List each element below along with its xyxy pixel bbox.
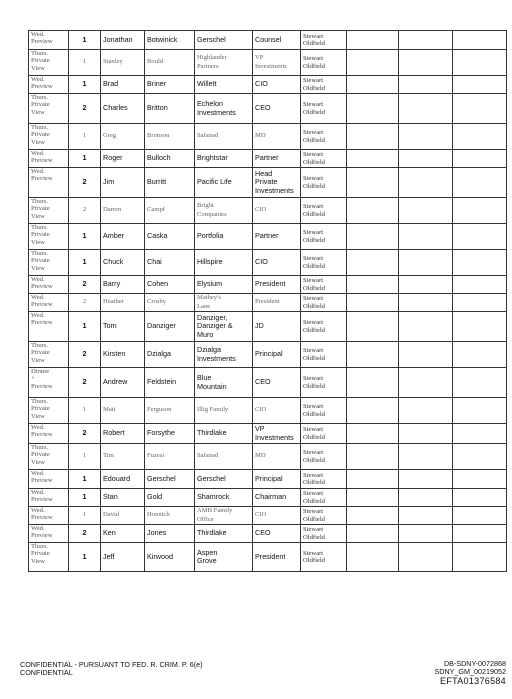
event-cell: Wed. Preview xyxy=(29,276,69,294)
last-name-cell: Dzialga xyxy=(145,342,195,368)
first-name-cell: Kirsten xyxy=(101,342,145,368)
event-cell: Thurs. Private View xyxy=(29,50,69,76)
job-title-cell: Partner xyxy=(253,224,301,250)
last-name-cell: Briner xyxy=(145,76,195,94)
staff-cell: Stewart Oldfield xyxy=(301,94,347,124)
empty-cell xyxy=(453,424,507,444)
table-row xyxy=(29,507,507,525)
empty-cell xyxy=(399,342,453,368)
first-name-cell: Ken xyxy=(101,525,145,543)
event-cell: Wed. Preview xyxy=(29,525,69,543)
job-title-cell: Principal xyxy=(253,470,301,489)
last-name-cell: Bould xyxy=(145,50,195,76)
table-row xyxy=(29,294,507,312)
staff-cell: Stewart Oldfield xyxy=(301,312,347,342)
guest-count-cell: 1 xyxy=(69,470,101,489)
empty-cell xyxy=(399,224,453,250)
last-name-cell: Botwinick xyxy=(145,31,195,50)
job-title-cell: JD xyxy=(253,312,301,342)
last-name-cell: Fuzesi xyxy=(145,444,195,470)
last-name-cell: Ferguson xyxy=(145,398,195,424)
table-row xyxy=(29,124,507,150)
table-row xyxy=(29,50,507,76)
empty-cell xyxy=(347,150,399,168)
company-cell: Safanad xyxy=(195,124,253,150)
empty-cell xyxy=(399,424,453,444)
staff-cell: Stewart Oldfield xyxy=(301,276,347,294)
job-title-cell: Principal xyxy=(253,342,301,368)
table-row xyxy=(29,525,507,543)
guest-count-cell: 1 xyxy=(69,398,101,424)
job-title-cell: Partner xyxy=(253,150,301,168)
staff-cell: Stewart Oldfield xyxy=(301,76,347,94)
job-title-cell: VP Investments xyxy=(253,424,301,444)
empty-cell xyxy=(347,276,399,294)
table-row xyxy=(29,31,507,50)
staff-cell: Stewart Oldfield xyxy=(301,507,347,525)
empty-cell xyxy=(399,489,453,507)
job-title-cell: VP Investments xyxy=(253,50,301,76)
table-row xyxy=(29,543,507,572)
empty-cell xyxy=(347,250,399,276)
staff-cell: Stewart Oldfield xyxy=(301,150,347,168)
empty-cell xyxy=(453,198,507,224)
empty-cell xyxy=(399,312,453,342)
company-cell: Echelon Investments xyxy=(195,94,253,124)
staff-cell: Stewart Oldfield xyxy=(301,342,347,368)
empty-cell xyxy=(399,276,453,294)
guest-count-cell: 2 xyxy=(69,525,101,543)
guest-list-table xyxy=(28,30,507,572)
staff-cell: Stewart Oldfield xyxy=(301,31,347,50)
first-name-cell: Tom xyxy=(101,312,145,342)
guest-count-cell: 1 xyxy=(69,150,101,168)
first-name-cell: Matt xyxy=(101,398,145,424)
event-cell: Wed. Preview xyxy=(29,294,69,312)
empty-cell xyxy=(347,507,399,525)
table-row xyxy=(29,224,507,250)
empty-cell xyxy=(399,470,453,489)
last-name-cell: Honnich xyxy=(145,507,195,525)
empty-cell xyxy=(399,250,453,276)
last-name-cell: Caska xyxy=(145,224,195,250)
last-name-cell: Gold xyxy=(145,489,195,507)
staff-cell: Stewart Oldfield xyxy=(301,168,347,198)
event-cell: Thurs. Private View xyxy=(29,342,69,368)
empty-cell xyxy=(453,94,507,124)
staff-cell: Stewart Oldfield xyxy=(301,489,347,507)
table-row xyxy=(29,150,507,168)
empty-cell xyxy=(399,94,453,124)
bates-efta: EFTA01376584 xyxy=(440,675,506,686)
guest-count-cell: 1 xyxy=(69,312,101,342)
table-row xyxy=(29,168,507,198)
guest-count-cell: 2 xyxy=(69,342,101,368)
table-row xyxy=(29,76,507,94)
event-cell: Wed. Preview xyxy=(29,470,69,489)
empty-cell xyxy=(399,294,453,312)
empty-cell xyxy=(347,50,399,76)
guest-count-cell: 1 xyxy=(69,507,101,525)
company-cell: Aspen Grove xyxy=(195,543,253,572)
empty-cell xyxy=(453,168,507,198)
job-title-cell: Counsel xyxy=(253,31,301,50)
event-cell: Wed. Preview xyxy=(29,76,69,94)
job-title-cell: MD xyxy=(253,444,301,470)
empty-cell xyxy=(399,398,453,424)
empty-cell xyxy=(347,198,399,224)
empty-cell xyxy=(347,368,399,398)
company-cell: Elysium xyxy=(195,276,253,294)
empty-cell xyxy=(453,294,507,312)
empty-cell xyxy=(453,224,507,250)
empty-cell xyxy=(347,342,399,368)
empty-cell xyxy=(453,507,507,525)
table-row xyxy=(29,276,507,294)
last-name-cell: Jones xyxy=(145,525,195,543)
table-row xyxy=(29,489,507,507)
first-name-cell: Andrew xyxy=(101,368,145,398)
first-name-cell: Chuck xyxy=(101,250,145,276)
table-row xyxy=(29,312,507,342)
job-title-cell: CIO xyxy=(253,398,301,424)
job-title-cell: CIO xyxy=(253,250,301,276)
first-name-cell: Roger xyxy=(101,150,145,168)
empty-cell xyxy=(347,76,399,94)
job-title-cell: President xyxy=(253,276,301,294)
table-row xyxy=(29,470,507,489)
first-name-cell: Heather xyxy=(101,294,145,312)
event-cell: Thurs. Private View xyxy=(29,198,69,224)
empty-cell xyxy=(453,276,507,294)
job-title-cell: CIO xyxy=(253,507,301,525)
event-cell: Wed. Preview xyxy=(29,424,69,444)
event-cell: Wed. Preview xyxy=(29,168,69,198)
empty-cell xyxy=(453,150,507,168)
empty-cell xyxy=(399,525,453,543)
first-name-cell: Amber xyxy=(101,224,145,250)
bates-db-sdny: DB-SDNY-0072868 xyxy=(443,659,506,668)
first-name-cell: Tim xyxy=(101,444,145,470)
empty-cell xyxy=(399,150,453,168)
job-title-cell: CEO xyxy=(253,368,301,398)
last-name-cell: Burritt xyxy=(145,168,195,198)
event-cell: Wed. Preview xyxy=(29,507,69,525)
job-title-cell: MD xyxy=(253,124,301,150)
job-title-cell: CIO xyxy=(253,76,301,94)
company-cell: Dzialga Investments xyxy=(195,342,253,368)
company-cell: Illig Family xyxy=(195,398,253,424)
bates-sdny-gm: SDNY_GM_00219052 xyxy=(434,667,506,677)
guest-count-cell: 1 xyxy=(69,76,101,94)
company-cell: Pacific Life xyxy=(195,168,253,198)
first-name-cell: David xyxy=(101,507,145,525)
empty-cell xyxy=(347,224,399,250)
empty-cell xyxy=(347,124,399,150)
empty-cell xyxy=(399,507,453,525)
empty-cell xyxy=(399,168,453,198)
company-cell: AMB Family Office xyxy=(195,507,253,525)
staff-cell: Stewart Oldfield xyxy=(301,398,347,424)
guest-count-cell: 1 xyxy=(69,250,101,276)
empty-cell xyxy=(453,342,507,368)
last-name-cell: Chai xyxy=(145,250,195,276)
table-row xyxy=(29,198,507,224)
empty-cell xyxy=(347,398,399,424)
staff-cell: Stewart Oldfield xyxy=(301,543,347,572)
first-name-cell: Edouard xyxy=(101,470,145,489)
empty-cell xyxy=(453,76,507,94)
empty-cell xyxy=(347,31,399,50)
empty-cell xyxy=(347,168,399,198)
empty-cell xyxy=(347,94,399,124)
first-name-cell: Greg xyxy=(101,124,145,150)
event-cell: Thurs. Private View xyxy=(29,94,69,124)
guest-count-cell: 2 xyxy=(69,168,101,198)
empty-cell xyxy=(347,424,399,444)
last-name-cell: Gerschel xyxy=(145,470,195,489)
staff-cell: Stewart Oldfield xyxy=(301,224,347,250)
empty-cell xyxy=(347,444,399,470)
company-cell: Brightstar xyxy=(195,150,253,168)
table-row xyxy=(29,94,507,124)
event-cell: Thurs. Private View xyxy=(29,224,69,250)
staff-cell: Stewart Oldfield xyxy=(301,124,347,150)
event-cell: Thurs. Private View xyxy=(29,250,69,276)
first-name-cell: Brad xyxy=(101,76,145,94)
table-row xyxy=(29,424,507,444)
table-row xyxy=(29,250,507,276)
empty-cell xyxy=(453,368,507,398)
last-name-cell: Forsythe xyxy=(145,424,195,444)
empty-cell xyxy=(347,489,399,507)
empty-cell xyxy=(453,124,507,150)
guest-count-cell: 1 xyxy=(69,124,101,150)
job-title-cell: CIO xyxy=(253,198,301,224)
company-cell: Gerschel xyxy=(195,31,253,50)
footer-bates xyxy=(434,660,506,685)
last-name-cell: Feldstein xyxy=(145,368,195,398)
empty-cell xyxy=(453,312,507,342)
guest-count-cell: 2 xyxy=(69,368,101,398)
first-name-cell: Stan xyxy=(101,489,145,507)
empty-cell xyxy=(453,250,507,276)
empty-cell xyxy=(399,124,453,150)
last-name-cell: Campf xyxy=(145,198,195,224)
first-name-cell: Jeff xyxy=(101,543,145,572)
empty-cell xyxy=(399,543,453,572)
event-cell: Dinner + Preview xyxy=(29,368,69,398)
event-cell: Wed. Preview xyxy=(29,489,69,507)
last-name-cell: Crosby xyxy=(145,294,195,312)
job-title-cell: President xyxy=(253,543,301,572)
job-title-cell: Chairman xyxy=(253,489,301,507)
event-cell: Wed. Preview xyxy=(29,31,69,50)
staff-cell: Stewart Oldfield xyxy=(301,424,347,444)
staff-cell: Stewart Oldfield xyxy=(301,198,347,224)
company-cell: Thirdlake xyxy=(195,525,253,543)
first-name-cell: Charles xyxy=(101,94,145,124)
guest-count-cell: 2 xyxy=(69,276,101,294)
guest-count-cell: 1 xyxy=(69,31,101,50)
empty-cell xyxy=(453,31,507,50)
empty-cell xyxy=(453,398,507,424)
empty-cell xyxy=(347,294,399,312)
company-cell: Shamrock xyxy=(195,489,253,507)
job-title-cell: Head Private Investments xyxy=(253,168,301,198)
last-name-cell: Bulloch xyxy=(145,150,195,168)
company-cell: Safanad xyxy=(195,444,253,470)
company-cell: Highlander Partners xyxy=(195,50,253,76)
last-name-cell: Kirwood xyxy=(145,543,195,572)
empty-cell xyxy=(347,312,399,342)
guest-count-cell: 2 xyxy=(69,198,101,224)
guest-count-cell: 2 xyxy=(69,94,101,124)
guest-count-cell: 1 xyxy=(69,543,101,572)
event-cell: Wed. Preview xyxy=(29,312,69,342)
empty-cell xyxy=(399,444,453,470)
empty-cell xyxy=(399,50,453,76)
job-title-cell: CEO xyxy=(253,94,301,124)
staff-cell: Stewart Oldfield xyxy=(301,50,347,76)
company-cell: Danziger, Danziger & Muro xyxy=(195,312,253,342)
empty-cell xyxy=(453,444,507,470)
empty-cell xyxy=(399,31,453,50)
guest-count-cell: 2 xyxy=(69,424,101,444)
empty-cell xyxy=(453,470,507,489)
empty-cell xyxy=(453,50,507,76)
first-name-cell: Stanley xyxy=(101,50,145,76)
last-name-cell: Danziger xyxy=(145,312,195,342)
empty-cell xyxy=(453,489,507,507)
footer-confidential xyxy=(20,661,203,678)
guest-count-cell: 1 xyxy=(69,444,101,470)
event-cell: Wed. Preview xyxy=(29,150,69,168)
empty-cell xyxy=(453,543,507,572)
table-row xyxy=(29,342,507,368)
staff-cell: Stewart Oldfield xyxy=(301,525,347,543)
footer-confidential-line2: CONFIDENTIAL xyxy=(20,668,73,678)
staff-cell: Stewart Oldfield xyxy=(301,470,347,489)
first-name-cell: Jim xyxy=(101,168,145,198)
first-name-cell: Robert xyxy=(101,424,145,444)
table-row xyxy=(29,398,507,424)
job-title-cell: CEO xyxy=(253,525,301,543)
company-cell: Thirdlake xyxy=(195,424,253,444)
company-cell: Willett xyxy=(195,76,253,94)
staff-cell: Stewart Oldfield xyxy=(301,444,347,470)
guest-count-cell: 1 xyxy=(69,224,101,250)
table-row xyxy=(29,368,507,398)
guest-count-cell: 1 xyxy=(69,489,101,507)
last-name-cell: Bronson xyxy=(145,124,195,150)
event-cell: Thurs. Private View xyxy=(29,124,69,150)
table-row xyxy=(29,444,507,470)
first-name-cell: Darren xyxy=(101,198,145,224)
last-name-cell: Britton xyxy=(145,94,195,124)
company-cell: Portfolia xyxy=(195,224,253,250)
empty-cell xyxy=(399,76,453,94)
empty-cell xyxy=(347,470,399,489)
empty-cell xyxy=(453,525,507,543)
guest-count-cell: 1 xyxy=(69,50,101,76)
company-cell: Mathey's Lane xyxy=(195,294,253,312)
first-name-cell: Jonathan xyxy=(101,31,145,50)
company-cell: Hillspire xyxy=(195,250,253,276)
empty-cell xyxy=(347,525,399,543)
job-title-cell: President xyxy=(253,294,301,312)
empty-cell xyxy=(347,543,399,572)
guest-count-cell: 2 xyxy=(69,294,101,312)
event-cell: Thurs. Private View xyxy=(29,543,69,572)
staff-cell: Stewart Oldfield xyxy=(301,250,347,276)
company-cell: Bright Companies xyxy=(195,198,253,224)
event-cell: Thurs. Private View xyxy=(29,398,69,424)
company-cell: Gerschel xyxy=(195,470,253,489)
event-cell: Thurs. Private View xyxy=(29,444,69,470)
empty-cell xyxy=(399,198,453,224)
last-name-cell: Cohen xyxy=(145,276,195,294)
footer-confidential-line1: CONFIDENTIAL - PURSUANT TO FED. R. CRIM. P. 6(e) xyxy=(20,660,203,669)
company-cell: Blue Mountain xyxy=(195,368,253,398)
first-name-cell: Barry xyxy=(101,276,145,294)
staff-cell: Stewart Oldfield xyxy=(301,368,347,398)
empty-cell xyxy=(399,368,453,398)
staff-cell: Stewart Oldfield xyxy=(301,294,347,312)
